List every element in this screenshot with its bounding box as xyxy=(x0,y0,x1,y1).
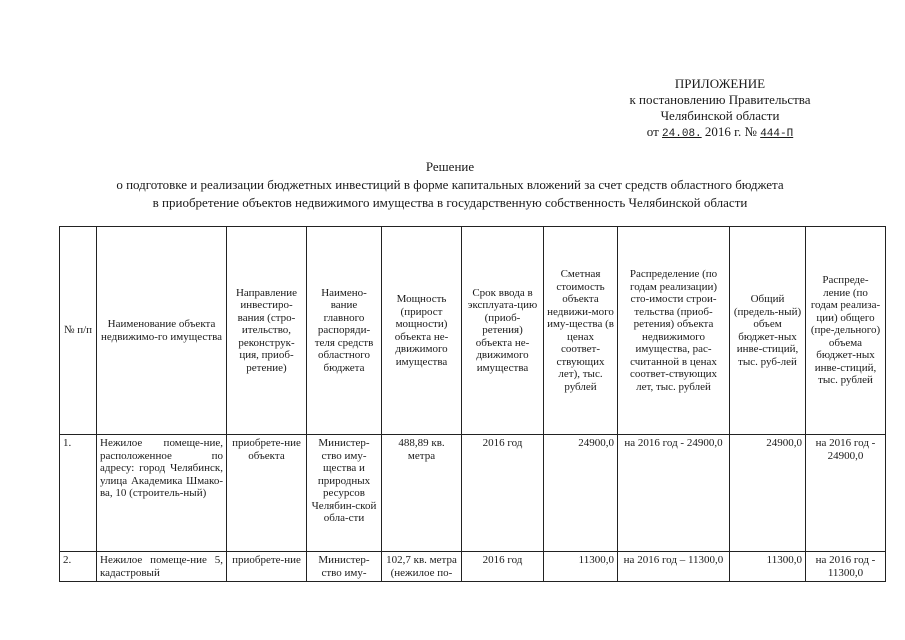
cell-term: 2016 год xyxy=(462,552,544,582)
cell-distribution: на 2016 год – 11300,0 xyxy=(618,552,730,582)
cell-object-name: Нежилое помеще-ние 5, кадастровый xyxy=(97,552,227,582)
appendix-block xyxy=(560,76,880,142)
cell-num: 2. xyxy=(60,552,97,582)
cell-object-name: Нежилое помеще-ние, расположенное по адресу: город Челябинск, улица Академика Шмако-ва, 10 (строитель-ный) xyxy=(97,435,227,552)
decision-heading: Решение xyxy=(425,159,475,174)
appendix-line-1: к постановлению Правительства xyxy=(629,92,811,107)
date-value: 24.08. xyxy=(662,128,702,140)
cell-total-distribution: на 2016 год - 11300,0 xyxy=(806,552,886,582)
header-total: Общий (предель-ный) объем бюджет-ных инве-стиций, тыс. руб-лей xyxy=(730,227,806,435)
cell-direction: приобрете-ние xyxy=(227,552,307,582)
cell-cost: 24900,0 xyxy=(544,435,618,552)
cell-cost: 11300,0 xyxy=(544,552,618,582)
cell-num: 1. xyxy=(60,435,97,552)
date-prefix: от xyxy=(646,124,659,139)
year-text: 2016 г. № xyxy=(704,124,757,139)
header-total-distribution: Распреде-ление (по годам реализа-ции) общего (пре-дельного) объема бюджет-ных инве-стиций, тыс. рублей xyxy=(806,227,886,435)
cell-term: 2016 год xyxy=(462,435,544,552)
cell-manager: Министер-ство иму-щества и природных ресурсов Челябин-ской обла-сти xyxy=(307,435,382,552)
cell-direction: приобрете-ние объекта xyxy=(227,435,307,552)
header-num: № п/п xyxy=(60,227,97,435)
table-row xyxy=(60,552,886,582)
cell-manager: Министер-ство иму- xyxy=(307,552,382,582)
decree-number: 444-П xyxy=(760,128,794,140)
cell-capacity: 102,7 кв. метра (нежилое по- xyxy=(382,552,462,582)
header-distribution: Распределение (по годам реализации) сто-имости строи-тельства (приоб-ретения) объекта недвижимого имущества, рас-считанной в ценах соответ-ствующих лет, тыс. рублей xyxy=(618,227,730,435)
cell-distribution: на 2016 год - 24900,0 xyxy=(618,435,730,552)
cell-capacity: 488,89 кв. метра xyxy=(382,435,462,552)
header-direction: Направление инвестиро-вания (стро-ительство, реконструк-ция, приоб-ретение) xyxy=(227,227,307,435)
header-cost: Сметная стоимость объекта недвижи-мого иму-щества (в ценах соответ-ствующих лет), тыс. рублей xyxy=(544,227,618,435)
cell-total: 24900,0 xyxy=(730,435,806,552)
header-term: Срок ввода в эксплуата-цию (приоб-ретения) объекта не-движимого имущества xyxy=(462,227,544,435)
appendix-title: ПРИЛОЖЕНИЕ xyxy=(674,76,766,91)
title-line-1: о подготовке и реализации бюджетных инвестиций в форме капитальных вложений за счет средств областного бюджета xyxy=(116,177,784,192)
header-capacity: Мощность (прирост мощности) объекта не-движимого имущества xyxy=(382,227,462,435)
document-title xyxy=(40,158,860,212)
title-line-2: в приобретение объектов недвижимого имущества в государственную собственность Челябинской области xyxy=(152,195,748,210)
appendix-date-line xyxy=(560,124,880,142)
table-row xyxy=(60,435,886,552)
cell-total-distribution: на 2016 год - 24900,0 xyxy=(806,435,886,552)
header-object-name: Наименование объекта недвижимо-го имущества xyxy=(97,227,227,435)
appendix-line-2: Челябинской области xyxy=(660,108,780,123)
cell-total: 11300,0 xyxy=(730,552,806,582)
table-header-row xyxy=(60,227,886,435)
header-manager: Наимено-вание главного распоряди-теля средств областного бюджета xyxy=(307,227,382,435)
investment-table xyxy=(59,226,886,582)
